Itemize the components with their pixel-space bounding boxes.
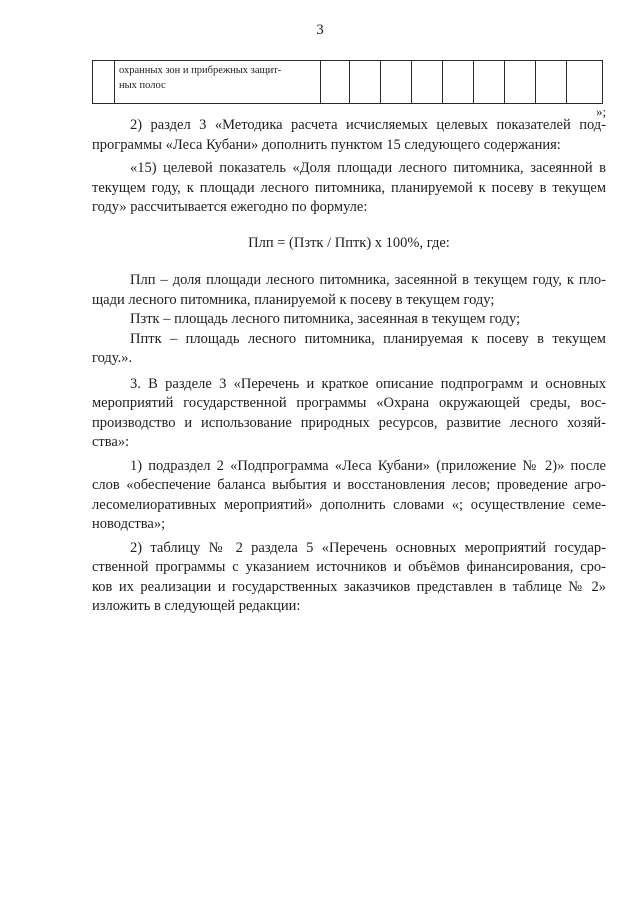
document-body [92, 116, 606, 617]
text-line: году.». [92, 350, 133, 366]
text-line: Пптк – площадь лесного питомника, планируемая к посеву в текущем [130, 330, 606, 347]
closing-quote-mark: »; [596, 104, 607, 119]
formula: Плп = (Пзтк / Пптк) х 100%, где: [248, 234, 450, 251]
table-fragment [92, 60, 603, 104]
text-line: программы «Леса Кубани» дополнить пунктом 15 следующего содержания: [92, 136, 561, 153]
table-cell [381, 61, 412, 104]
text-line: щади лесного питомника, планируемой к посеву в текущем году; [92, 291, 495, 308]
text-line: «15) целевой показатель «Доля площади лесного питомника, засеянной в [130, 160, 606, 176]
text-line: 3. В разделе 3 «Перечень и краткое описание подпрограмм и основных [130, 375, 606, 392]
text-line: Плп – доля площади лесного питомника, засеянной в текущем году, к пло- [130, 272, 606, 288]
paragraph-target-indicator [92, 159, 606, 218]
paragraph-section3-list [92, 375, 606, 453]
table-row [93, 61, 603, 104]
text-line: новодства»; [92, 516, 166, 532]
text-line: слов «обеспечение баланса выбытия и восстановления лесов; проведение агро- [92, 477, 606, 493]
text-line: лесомелиоративных мероприятий» дополнить словами «; осуществление семе- [92, 496, 606, 513]
table-cell [412, 61, 443, 104]
table-cell [474, 61, 505, 104]
text-line: текущем году, к площади лесного питомника, планируемой к посеву в текущем [92, 179, 606, 196]
text-line: 1) подраздел 2 «Подпрограмма «Леса Кубани» (приложение № 2)» после [130, 457, 606, 474]
text-line: изложить в следующей редакции: [92, 598, 301, 614]
paragraph-definition-plp [92, 271, 606, 310]
table-cell [536, 61, 567, 104]
table-cell [505, 61, 536, 104]
text-line: ства»: [92, 434, 130, 450]
paragraph-table2 [92, 539, 606, 617]
table-cell [443, 61, 474, 104]
text-line: производство и использование природных ресурсов, развитие лесного хозяй- [92, 414, 606, 431]
paragraph-section3-methodology [92, 116, 606, 155]
paragraph-definition-pptk [92, 330, 606, 369]
table-cell-line: ных полос [119, 80, 166, 91]
text-line: 2) таблицу № 2 раздела 5 «Перечень основных мероприятий государ- [130, 539, 606, 556]
text-line: ственной программы с указанием источников и объёмов финансирования, сро- [92, 559, 606, 575]
table-cell-line: охранных зон и прибрежных защит- [119, 65, 282, 76]
table-cell-number [93, 61, 115, 104]
table-cell-description [115, 61, 321, 104]
paragraph-subsection2 [92, 457, 606, 535]
text-line: мероприятий государственной программы «Охрана окружающей среды, вос- [92, 395, 606, 411]
text-line: ков их реализации и государственных заказчиков представлен в таблице № 2» [92, 578, 606, 595]
table-cell [567, 61, 603, 104]
table-cell [321, 61, 350, 104]
paragraph-definition-pztk [92, 310, 606, 330]
text-line: Пзтк – площадь лесного питомника, засеянная в текущем году; [130, 311, 521, 327]
table-cell [350, 61, 381, 104]
text-line: 2) раздел 3 «Методика расчета исчисляемых целевых показателей под- [130, 117, 606, 133]
page-number: 3 [316, 22, 324, 38]
text-line: году» рассчитывается ежегодно по формуле: [92, 199, 368, 215]
